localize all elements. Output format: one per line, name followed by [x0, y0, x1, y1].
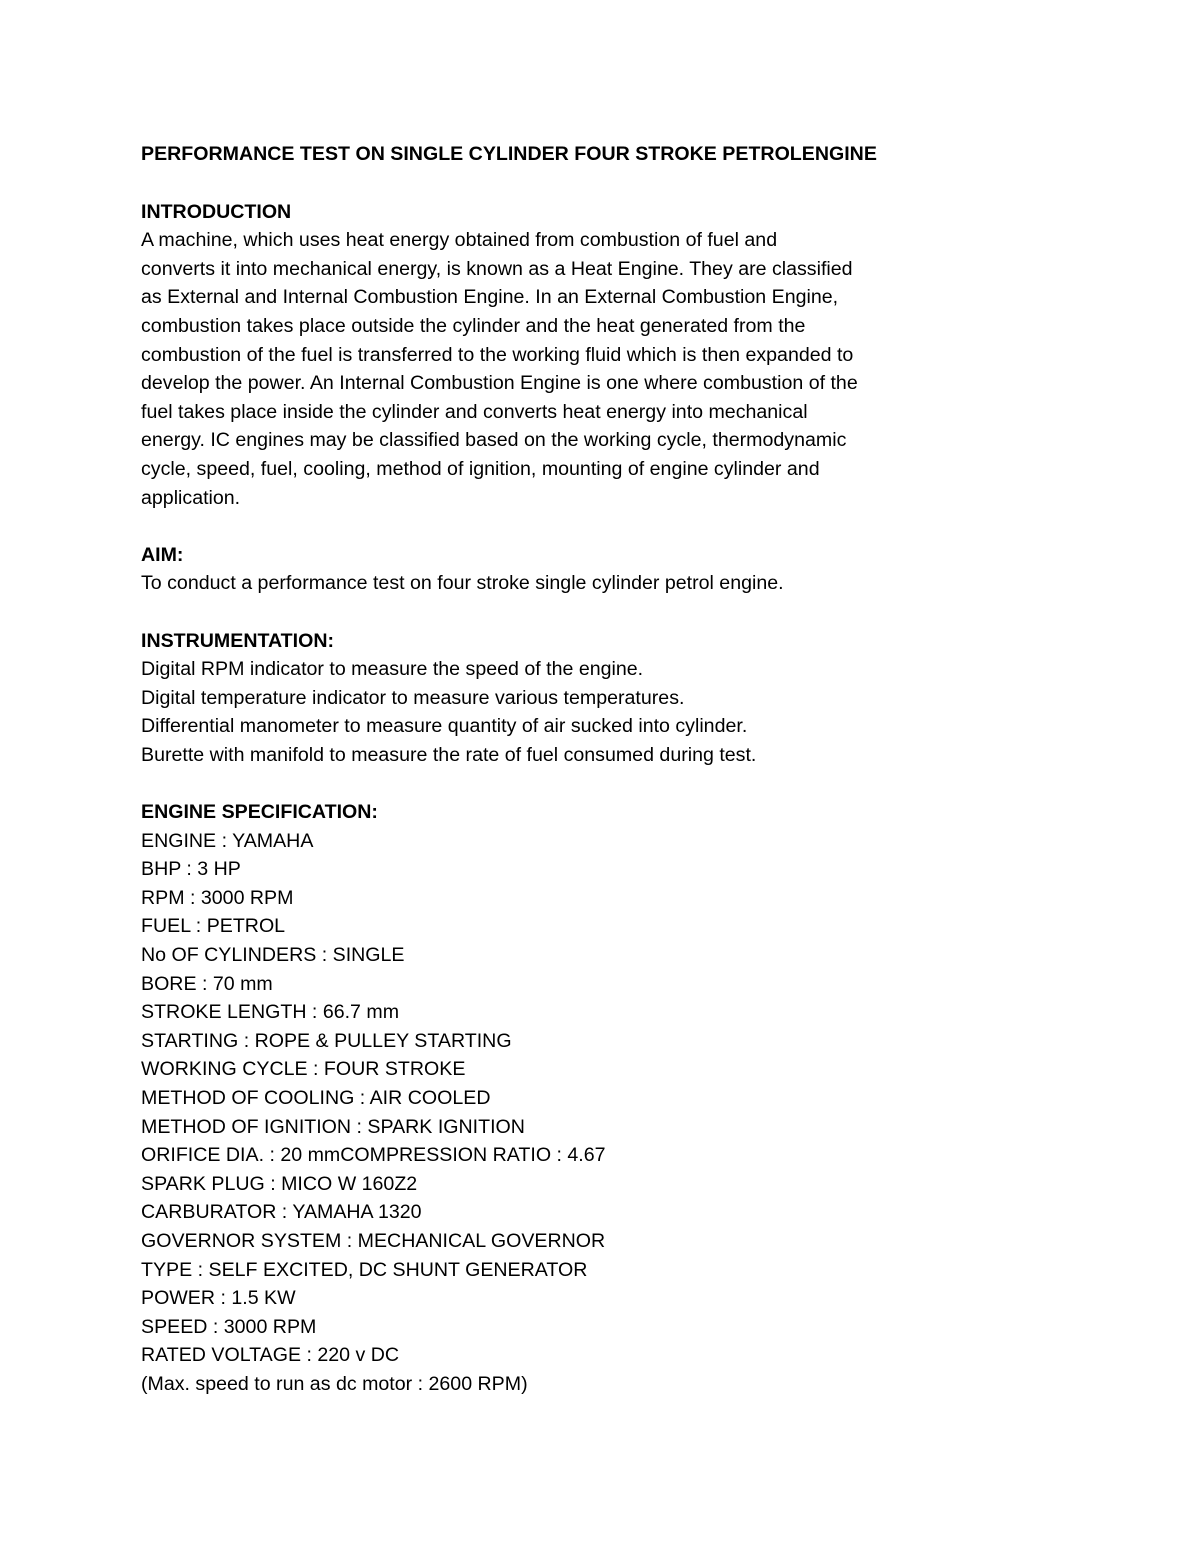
introduction-line: combustion takes place outside the cylinder and the heat generated from the: [141, 314, 806, 337]
engine-specification-section: [141, 798, 1041, 1398]
specification-item: BORE : 70 mm: [141, 972, 273, 995]
specification-item: STARTING : ROPE & PULLEY STARTING: [141, 1029, 512, 1052]
specification-item: No OF CYLINDERS : SINGLE: [141, 944, 405, 967]
introduction-heading: INTRODUCTION: [141, 200, 292, 223]
instrumentation-item: Digital temperature indicator to measure various temperatures.: [141, 686, 685, 709]
introduction-line: fuel takes place inside the cylinder and converts heat energy into mechanical: [141, 400, 808, 423]
instrumentation-item: Digital RPM indicator to measure the speed of the engine.: [141, 658, 644, 681]
introduction-section: [141, 198, 1041, 513]
instrumentation-item: Differential manometer to measure quantity of air sucked into cylinder.: [141, 715, 748, 738]
instrumentation-section: [141, 627, 1041, 770]
specification-item: GOVERNOR SYSTEM : MECHANICAL GOVERNOR: [141, 1229, 606, 1252]
specification-item: METHOD OF IGNITION : SPARK IGNITION: [141, 1115, 525, 1138]
introduction-line: as External and Internal Combustion Engine. In an External Combustion Engine,: [141, 286, 839, 309]
specification-item: ENGINE : YAMAHA: [141, 829, 314, 852]
specification-item: METHOD OF COOLING : AIR COOLED: [141, 1087, 491, 1109]
document-content: [141, 140, 1041, 1399]
specification-item: FUEL : PETROL: [141, 915, 286, 938]
introduction-line: converts it into mechanical energy, is known as a Heat Engine. They are classified: [141, 257, 853, 280]
introduction-line: application.: [141, 486, 241, 509]
instrumentation-item: Burette with manifold to measure the rate of fuel consumed during test.: [141, 743, 757, 766]
specification-item: TYPE : SELF EXCITED, DC SHUNT GENERATOR: [141, 1258, 588, 1281]
specification-item: SPEED : 3000 RPM: [141, 1315, 317, 1338]
aim-section: [141, 541, 1041, 598]
specification-item: RPM : 3000 RPM: [141, 886, 294, 909]
specification-item: WORKING CYCLE : FOUR STROKE: [141, 1058, 466, 1081]
specification-item: BHP : 3 HP: [141, 858, 241, 881]
document-title: PERFORMANCE TEST ON SINGLE CYLINDER FOUR STROKE PETROLENGINE: [141, 143, 877, 165]
specification-item: ORIFICE DIA. : 20 mmCOMPRESSION RATIO : 4.67: [141, 1144, 606, 1167]
specification-item: RATED VOLTAGE : 220 v DC: [141, 1344, 400, 1367]
introduction-line: cycle, speed, fuel, cooling, method of ignition, mounting of engine cylinder and: [141, 457, 820, 480]
specification-item: POWER : 1.5 KW: [141, 1287, 296, 1310]
aim-heading: AIM:: [141, 543, 184, 566]
introduction-line: develop the power. An Internal Combustion Engine is one where combustion of the: [141, 372, 858, 395]
specification-item: CARBURATOR : YAMAHA 1320: [141, 1201, 422, 1224]
introduction-line: A machine, which uses heat energy obtained from combustion of fuel and: [141, 229, 778, 252]
instrumentation-heading: INSTRUMENTATION:: [141, 629, 335, 652]
engine-specification-heading: ENGINE SPECIFICATION:: [141, 801, 378, 824]
introduction-line: combustion of the fuel is transferred to the working fluid which is then expanded to: [141, 343, 854, 366]
specification-item: STROKE LENGTH : 66.7 mm: [141, 1001, 400, 1024]
aim-line: To conduct a performance test on four stroke single cylinder petrol engine.: [141, 572, 784, 595]
specification-item: (Max. speed to run as dc motor : 2600 RPM): [141, 1372, 528, 1395]
specification-item: SPARK PLUG : MICO W 160Z2: [141, 1172, 418, 1195]
introduction-line: energy. IC engines may be classified based on the working cycle, thermodynamic: [141, 429, 847, 452]
